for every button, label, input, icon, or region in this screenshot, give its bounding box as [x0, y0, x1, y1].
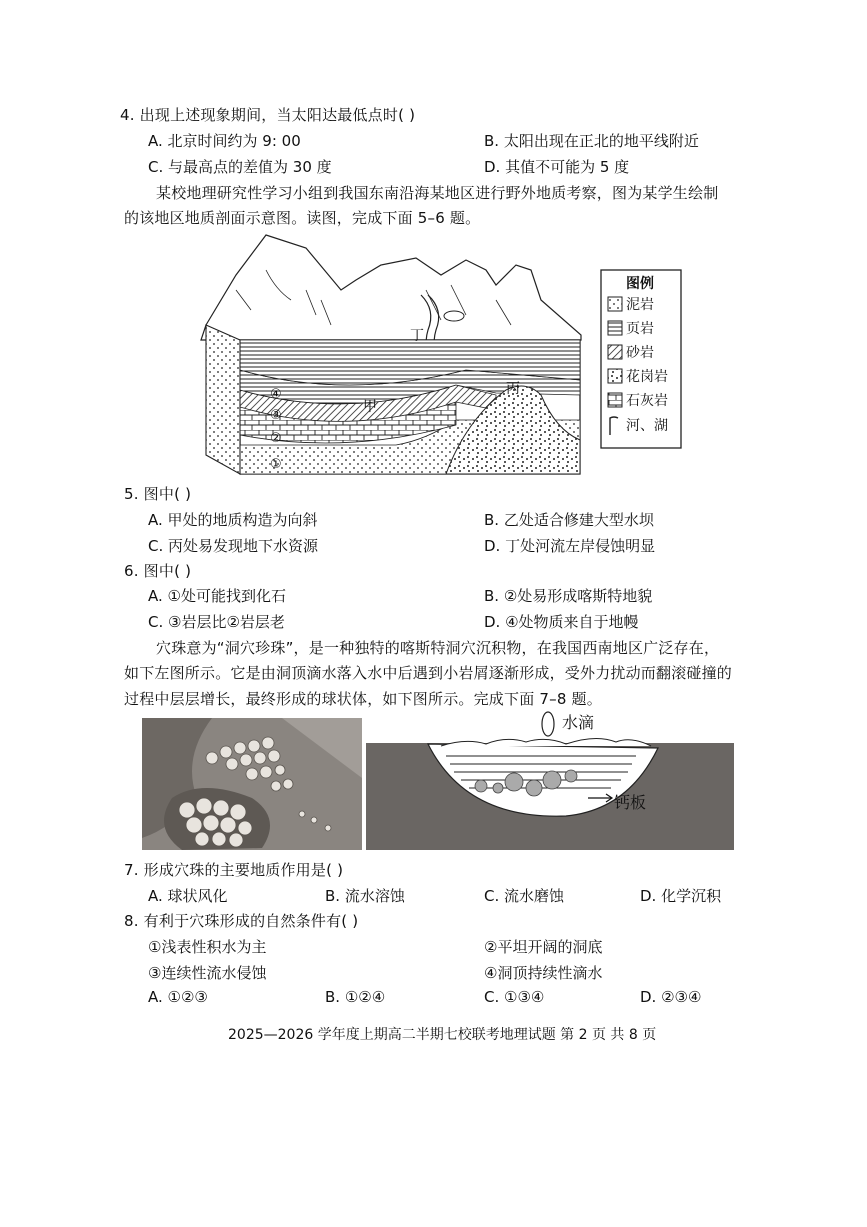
- legend-shale: 页岩: [626, 321, 654, 337]
- q7-option-a: A. 球状风化: [148, 887, 228, 905]
- label-3: ③: [270, 408, 282, 423]
- q4-stem: 4. 出现上述现象期间，当太阳达最低点时( ): [120, 106, 416, 124]
- q4-option-b: B. 太阳出现在正北的地平线附近: [484, 132, 699, 150]
- q5-stem: 5. 图中( ): [124, 485, 192, 503]
- q5-option-c: C. 丙处易发现地下水资源: [148, 537, 319, 555]
- q4-option-d: D. 其值不可能为 5 度: [484, 158, 630, 176]
- legend-sandstone: 砂岩: [626, 345, 654, 361]
- intro78-line1: 穴珠意为“洞穴珍珠”，是一种独特的喀斯特洞穴沉积物，在我国西南地区广泛存在，: [156, 639, 720, 657]
- cave-pearl-formation-diagram: [366, 708, 734, 850]
- geologic-section-figure: [196, 230, 686, 478]
- q6-option-a: A. ①处可能找到化石: [148, 587, 286, 605]
- intro56-line2: 的该地区地质剖面示意图。读图，完成下面 5–6 题。: [124, 209, 481, 227]
- legend-granite: 花岗岩: [626, 369, 668, 385]
- cave-pearl-photo: [142, 718, 362, 850]
- label-jia: 甲: [363, 399, 377, 415]
- intro78-line2: 如下左图所示。它是由洞顶滴水落入水中后遇到小岩屑逐渐形成，受外力扰动而翻滚碰撞的: [124, 664, 733, 682]
- label-ding: 丁: [410, 328, 424, 344]
- q8-option-b: B. ①②④: [325, 988, 386, 1006]
- q5-option-a: A. 甲处的地质构造为向斜: [148, 511, 318, 529]
- q8-statement-2: ②平坦开阔的洞底: [484, 938, 603, 956]
- q7-stem: 7. 形成穴珠的主要地质作用是( ): [124, 861, 344, 879]
- q6-option-b: B. ②处易形成喀斯特地貌: [484, 587, 653, 605]
- q8-option-a: A. ①②③: [148, 988, 208, 1006]
- label-4: ④: [270, 387, 282, 402]
- q5-option-d: D. 丁处河流左岸侵蚀明显: [484, 537, 656, 555]
- q8-stem: 8. 有利于穴珠形成的自然条件有( ): [124, 912, 359, 930]
- q5-option-b: B. 乙处适合修建大型水坝: [484, 511, 654, 529]
- legend-title: 图例: [626, 276, 654, 292]
- q8-statement-3: ③连续性流水侵蚀: [148, 964, 267, 982]
- q8-statement-1: ①浅表性积水为主: [148, 938, 267, 956]
- q6-option-d: D. ④处物质来自于地幔: [484, 613, 639, 631]
- water-drop-label: 水滴: [562, 713, 595, 732]
- label-1: ①: [270, 457, 282, 472]
- intro78-line3: 过程中层层增长，最终形成的球状体，如下图所示。完成下面 7–8 题。: [124, 690, 602, 708]
- q8-option-c: C. ①③④: [484, 988, 545, 1006]
- water-drop-icon: [542, 712, 554, 736]
- q7-option-d: D. 化学沉积: [640, 887, 722, 905]
- q8-statement-4: ④洞顶持续性滴水: [484, 964, 603, 982]
- q4-option-c: C. 与最高点的差值为 30 度: [148, 158, 332, 176]
- label-bing: 丙: [506, 381, 520, 397]
- q4-option-a: A. 北京时间约为 9: 00: [148, 132, 301, 150]
- legend-mudstone: 泥岩: [626, 297, 654, 313]
- label-2: ②: [270, 431, 282, 446]
- page-footer: 2025—2026 学年度上期高二半期七校联考地理试题 第 2 页 共 8 页: [228, 1027, 657, 1043]
- q6-option-c: C. ③岩层比②岩层老: [148, 613, 285, 631]
- legend-limestone: 石灰岩: [626, 393, 668, 409]
- legend-river-lake: 河、湖: [626, 418, 668, 434]
- calcium-plate-label: 钙板: [614, 793, 647, 812]
- q7-option-b: B. 流水溶蚀: [325, 887, 405, 905]
- q6-stem: 6. 图中( ): [124, 562, 192, 580]
- q8-option-d: D. ②③④: [640, 988, 702, 1006]
- q7-option-c: C. 流水磨蚀: [484, 887, 565, 905]
- intro56-line1: 某校地理研究性学习小组到我国东南沿海某地区进行野外地质考察，图为某学生绘制: [156, 184, 719, 202]
